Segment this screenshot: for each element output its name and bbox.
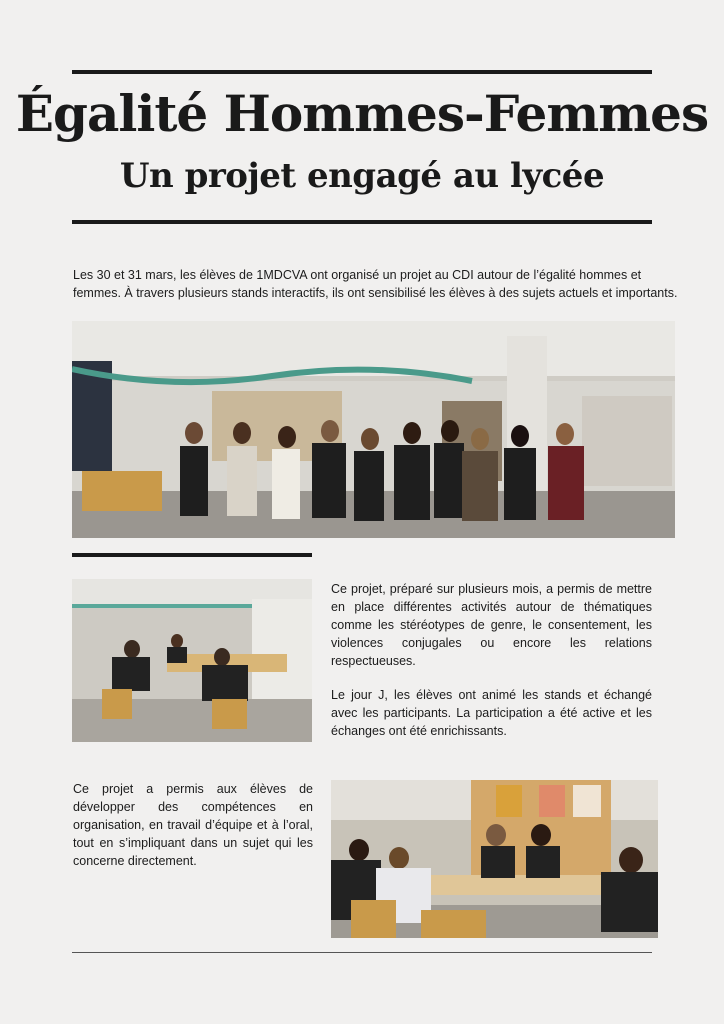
top-rule xyxy=(72,70,652,74)
classroom-activity-photo xyxy=(331,780,658,938)
section-divider xyxy=(72,553,312,557)
section1-paragraph-1: Ce projet, préparé sur plusieurs mois, a permis de mettre en place différentes activités autour de thématiques comme les stéréotypes de genre, le consentement, les violences conjugales ou encore les relations respectueuses. xyxy=(331,582,652,668)
header-bottom-rule xyxy=(72,220,652,224)
section1-paragraph-2: Le jour J, les élèves ont animé les stands et échangé avec les participants. La participation a été active et les échanges ont été enrichissants. xyxy=(331,688,652,738)
students-table-photo xyxy=(72,579,312,742)
section2-paragraph: Ce projet a permis aux élèves de développer des compétences en organisation, en travail d’équipe et à l’oral, tout en s’impliquant dans un sujet qui les concerne directement. xyxy=(73,782,313,868)
bottom-rule xyxy=(72,952,652,953)
intro-paragraph: Les 30 et 31 mars, les élèves de 1MDCVA ont organisé un projet au CDI autour de l’égalité hommes et femmes. À travers plusieurs stands interactifs, ils ont sensibilisé les élèves à des sujets actuels et importants. xyxy=(73,268,678,300)
page-title: Égalité Hommes-Femmes xyxy=(15,84,709,143)
page-subtitle: Un projet engagé au lycée xyxy=(119,156,605,196)
group-photo xyxy=(72,321,675,538)
